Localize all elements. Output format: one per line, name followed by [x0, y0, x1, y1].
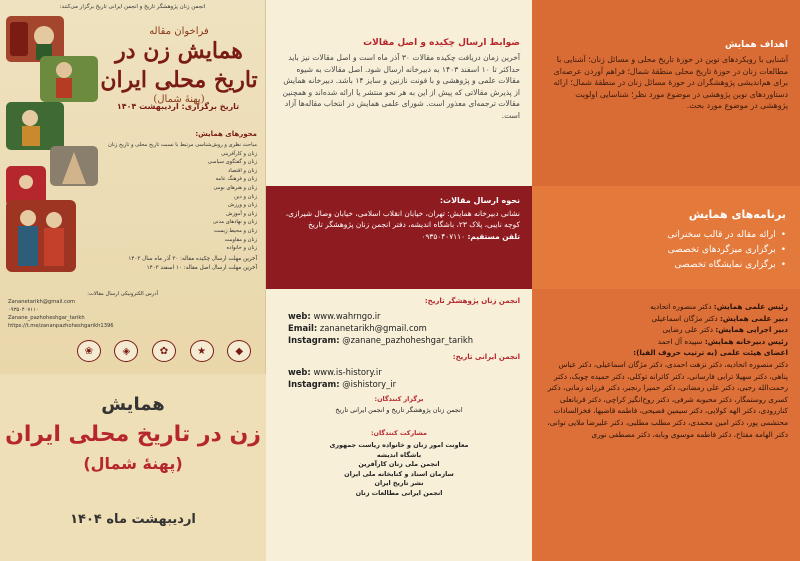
poster-title-block: [96, 26, 262, 105]
org1-email-link[interactable]: zananetarikh@gmail.com: [319, 323, 427, 333]
goals-panel: [532, 0, 800, 186]
list-item: زنان و آموزش: [226, 210, 257, 217]
org2-web-link[interactable]: www.is-history.ir: [313, 367, 382, 377]
links-panel: [266, 289, 532, 561]
list-item: باشگاه اندیشه: [376, 450, 422, 459]
title-date: اردیبهشت ماه ۱۴۰۴: [70, 512, 196, 527]
poster-date: تاریخ برگزاری: اردیبهشت ۱۴۰۴: [116, 102, 240, 111]
poster-axes-title: محورهای همایش:: [195, 130, 257, 138]
list-item: زنان و نهادهای مدنی: [212, 219, 257, 226]
list-item: سازمان اسناد و کتابخانه ملی ایران: [344, 469, 454, 478]
list-item: زنان و محیط زیست: [213, 227, 257, 234]
list-item: زنان و مقاومت: [224, 236, 257, 243]
chair-name: دکتر منصوره اتحادیه: [650, 302, 712, 311]
goals-heading: اهداف همایش: [725, 40, 788, 50]
sci-sec-label: دبیر علمی همایش:: [720, 313, 788, 323]
org2-insta-row: [288, 379, 396, 389]
list-item: زنان و گفتگوی سیاسی: [207, 159, 257, 166]
programs-heading: برنامه‌های همایش: [688, 208, 786, 221]
poster-subtitle: (پهنهٔ شمال): [153, 94, 205, 106]
email-label: Email:: [288, 323, 318, 333]
send-phone-label: تلفن مستقیم:: [467, 231, 520, 241]
people-body: [544, 301, 788, 440]
logo-icon: ❀: [77, 340, 101, 362]
org1-email-row: [288, 323, 427, 333]
send-address: نشانی دبیرخانه همایش: تهران، خیابان انقلاب اسلامی، خیابان وصال شیرازی، کوچه نایبی، پلاک ۲۳، باشگاه اندیشه، دفتر انجمن زنان پژوهشگر تاریخ: [285, 209, 520, 230]
org1-insta-row: [288, 335, 473, 345]
list-item: • ارائه مقاله در قالب سخنرانی: [556, 228, 786, 243]
title-line-2: زن در تاریخ محلی ایران: [5, 422, 261, 447]
logo-icon: ◈: [114, 340, 138, 362]
partners-list: [266, 441, 532, 499]
logo-icon: ✿: [152, 340, 176, 362]
logo-icon: ◆: [227, 340, 251, 362]
goals-body: آشنایی با رویکردهای نوین در حوزهٔ تاریخ محلی و مسائل زنان؛ آشنایی با مطالعات زنان در حوزهٔ تاریخ محلی منطقهٔ شمال؛ فراهم آوردن عرصه‌ای برای هم‌اندیشی پژوهشگران در حوزهٔ مسائل زنان در منطقهٔ شمال؛ ارائه دستاوردهای نوین پژوهشی در موضوع مورد نظر؛ شناسایی اولویت پژوهشی در موضوع مورد بحث.: [553, 55, 788, 111]
sci-sec-name: دکتر مژگان اسماعیلی: [651, 313, 718, 323]
org2-heading: انجمن ایرانی تاریخ:: [452, 353, 520, 361]
org2-web-row: [288, 367, 382, 377]
web-label: web:: [288, 367, 311, 377]
guidelines-panel: [266, 0, 532, 186]
org1-insta-link[interactable]: @zanane_pazhoheshgar_tarikh: [342, 335, 474, 345]
org1-web-link[interactable]: www.wahrngo.ir: [313, 311, 381, 321]
list-item: انجمن ملی زنان کارآفرین: [358, 460, 440, 469]
poster-contact: [8, 290, 158, 330]
org1-heading: انجمن زنان پژوهشگر تاریخ:: [424, 297, 520, 305]
send-heading: نحوه ارسال مقالات:: [439, 196, 520, 205]
poster-logos: [74, 338, 254, 364]
office-row: [544, 336, 788, 348]
deadline-paper: آخرین مهلت ارسال اصل مقاله: ۱۰ اسفند ۱۴۰۳: [146, 264, 257, 271]
insta-label: Instagram:: [288, 379, 340, 389]
poster-deadlines: [87, 255, 257, 272]
sci-sec-row: [544, 313, 788, 325]
chair-row: [544, 301, 788, 313]
list-item: انجمن ایرانی مطالعات زنان: [355, 488, 443, 497]
send-phone: ۰۹۳۵۰۴۰۷۱۱۰: [421, 231, 466, 241]
people-panel: [532, 289, 800, 561]
poster-axes-list: [87, 141, 257, 253]
organizers-heading: برگزار کنندگان:: [374, 395, 424, 403]
partners-heading: مشارکت کنندگان:: [371, 429, 427, 437]
title-line-1: همایش: [101, 394, 165, 415]
org1-web-row: [288, 311, 381, 321]
contact-phone: ۰۹۳۵۰۴۰۷۱۱۰: [8, 307, 39, 313]
exec-sec-row: [544, 324, 788, 336]
send-panel: [266, 186, 532, 289]
list-item: • برگزاری نمایشگاه تخصصی: [556, 258, 786, 273]
poster-panel: [0, 0, 266, 374]
chair-label: رئیس علمی همایش:: [713, 302, 788, 311]
logo-icon: ★: [190, 340, 214, 362]
list-item: زنان و دین: [234, 193, 257, 200]
list-item: زنان و خانواده: [226, 245, 257, 252]
list-item: • برگزاری میزگردهای تخصصی: [556, 243, 786, 258]
board-label-text: اعضای هیئت علمی (به ترتیب حروف الفبا):: [633, 348, 788, 358]
list-item: معاونت امور زنان و خانواده ریاست جمهوری: [329, 441, 469, 449]
send-phone-row: [282, 231, 520, 242]
list-item: زنان و هنرهای بومی: [213, 184, 257, 191]
board-label: [544, 347, 788, 359]
list-item: مباحث نظری و روش‌شناسی مرتبط با نسبت تاریخ محلی و تاریخ زنان: [108, 142, 257, 148]
list-item: زنان و فرهنگ عامه: [215, 176, 257, 183]
title-line-3: (پهنهٔ شمال): [83, 454, 183, 473]
contact-label: آدرس الکترونیکی ارسال مقالات:: [87, 291, 158, 297]
send-body: [282, 208, 520, 242]
poster-call: فراخوان مقاله: [149, 26, 209, 37]
programs-list: [556, 228, 786, 273]
list-item: زنان و اقتصاد: [227, 167, 257, 174]
office-name: سپیده آل احمد: [657, 336, 703, 346]
deadline-abstract: آخرین مهلت ارسال چکیده مقاله: ۳۰ آذر ماه سال ۱۴۰۳: [128, 256, 257, 262]
title-panel: [0, 374, 266, 561]
insta-label: Instagram:: [288, 335, 340, 345]
exec-sec-name: دکتر علی رضایی: [662, 325, 713, 335]
programs-panel: [532, 186, 800, 289]
office-label: رئیس دبیرخانه همایش:: [704, 336, 788, 346]
web-label: web:: [288, 311, 311, 321]
contact-telegram[interactable]: https://t.me/zananpazhoheshgarikh1396: [8, 323, 114, 329]
guidelines-body: آخرین زمان دریافت چکیده مقالات ۳۰ آذر ماه است و اصل مقالات نیز باید حداکثر تا ۱۰ اسفند ۱۴۰۳ به دبیرخانه ارسال شود. اصل مقالات به شیوه مقالات علمی و پژوهشی و با فونت نازنین و سایز ۱۴ باشد. دبیرخانه همایش از پذیرش مقالاتی که پیش از این به هر نحو منتشر یا ارائه شده‌اند و همچنین مقالات ترجمه‌ای معذور است. شورای علمی همایش در انتخاب مقاله‌ها آزاد است.: [282, 53, 520, 120]
poster-title: همایش زن در تاریخ محلی ایران: [100, 38, 258, 93]
poster-photo-collage: [6, 16, 98, 216]
exec-sec-label: دبیر اجرایی همایش:: [715, 325, 788, 335]
organizers-text: انجمن زنان پژوهشگر تاریخ و انجمن ایرانی تاریخ: [335, 406, 463, 414]
contact-email[interactable]: Zananetarikh@gmail.com: [8, 299, 76, 305]
org2-insta-link[interactable]: @ishistory_ir: [342, 379, 397, 389]
list-item: نشر تاریخ ایران: [374, 479, 424, 488]
list-item: زنان و کارآفرینی: [221, 150, 257, 157]
guidelines-heading: ضوابط ارسال چکیده و اصل مقالات: [363, 38, 520, 48]
board-members: دکتر منصوره اتحادیه، دکتر نزهت احمدی، دکتر مژگان اسماعیلی، دکتر عباس پناهی، دکتر سهیلا ترابی فارسانی، دکتر کاترانه توکلی، دکتر حمیده چوبک، دکتر رحمت‌الله رجبی، دکتر علی رمضانی، دکتر حمیرا رنجبر، دکتر فرزانه زمانی، دکتر کسری روستمگار، دکتر محبوبه شرفی، دکتر روح‌انگیز کراچی، دکتر قربانعلی کناررودی، دکتر الهه کولایی، دکتر سیمین فصیحی، فاطمه قاضیها، فخرالسادات محتشمی پور، دکتر امین محمدی، دکتر مطلب مطلبی، دکتر علیرضا ملایی توانی، دکتر الهامه مفتاح، دکتر فاطمه موسوی وبابه، دکتر مصطفی نوری: [547, 359, 788, 439]
contact-instagram[interactable]: Zanane_pazhoheshgar_tarikh: [8, 315, 85, 321]
list-item: زنان و ورزش: [228, 202, 257, 209]
poster-photo-bottom: [6, 200, 76, 272]
poster-header: انجمن زنان پژوهشگر تاریخ و انجمن ایرانی تاریخ برگزار می‌کنند:: [59, 4, 206, 10]
